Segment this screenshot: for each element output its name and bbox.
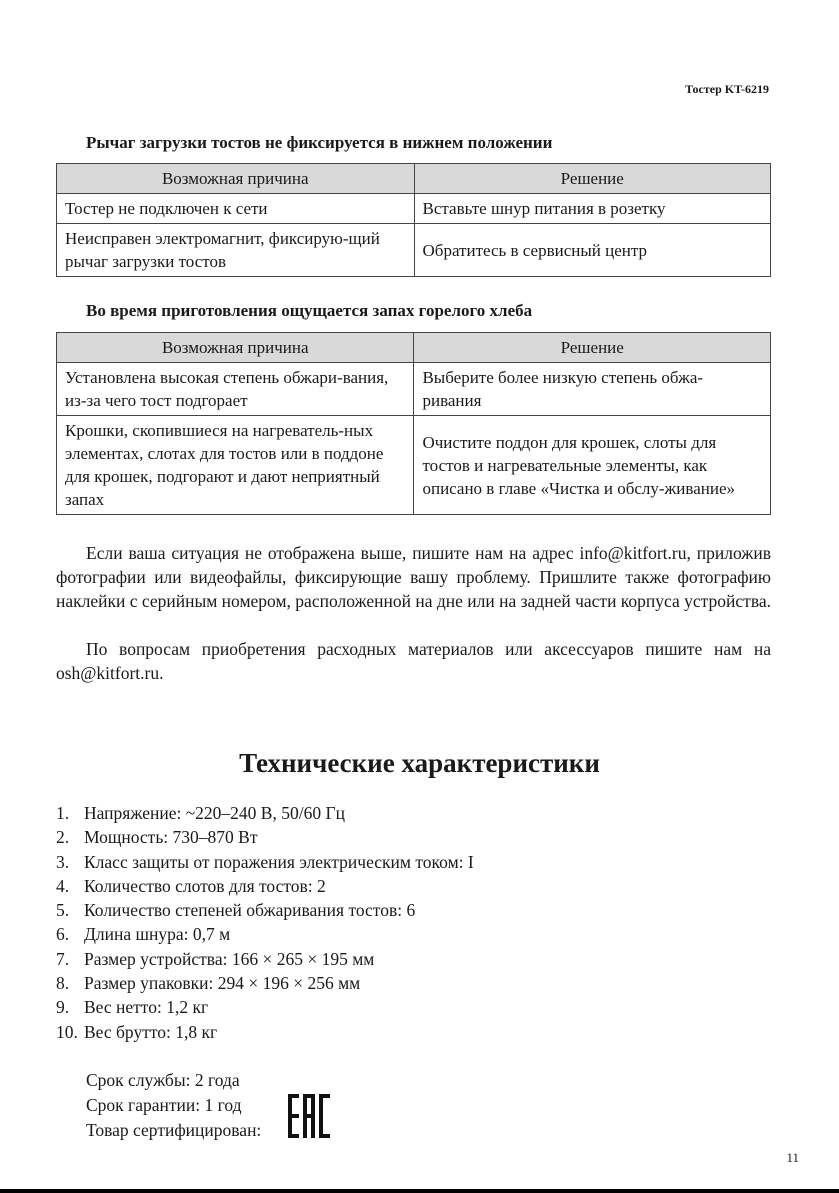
item-text: Количество слотов для тостов: 2 [84,875,326,896]
solution-cell: Выберите более низкую степень обжа-ривания [414,363,771,416]
item-text: Вес нетто: 1,2 кг [84,997,209,1018]
item-text: Размер упаковки: 294 × 196 × 256 мм [84,973,361,994]
section1-heading: Рычаг загрузки тостов не фиксируется в нижнем положении [86,133,553,152]
item-number: 8. [56,973,70,994]
column-header-solution: Решение [414,333,771,363]
solution-cell: Очистите поддон для крошек, слоты для тостов и нагревательные элементы, как описано в главе «Чистка и обслу-живание» [414,416,771,515]
page-number: 11 [786,1150,799,1165]
item-text: Длина шнура: 0,7 м [84,924,231,945]
item-number: 10. [56,1021,78,1042]
item-number: 3. [56,851,70,872]
item-number: 7. [56,948,70,969]
bottom-rule [0,1189,839,1193]
list-item [56,995,474,1019]
list-item [56,1020,474,1044]
specs-list [56,801,474,1044]
column-header-solution: Решение [414,164,770,194]
specs-title: Технические характеристики [239,748,600,778]
item-text: Размер устройства: 166 × 265 × 195 мм [84,948,375,969]
section1-table [56,163,771,277]
table-row [57,416,771,515]
cause-cell: Неисправен электромагнит, фиксирую-щий рычаг загрузки тостов [57,224,415,277]
solution-cell: Вставьте шнур питания в розетку [414,194,770,224]
item-number: 5. [56,900,70,921]
section2-heading: Во время приготовления ощущается запах горелого хлеба [86,301,533,320]
list-item [56,971,474,995]
item-number: 9. [56,997,70,1018]
item-text: Мощность: 730–870 Вт [84,827,258,848]
solution-cell: Обратитесь в сервисный центр [414,224,770,277]
eac-mark-icon [288,1094,330,1143]
column-header-cause: Возможная причина [57,164,415,194]
service-life: Срок службы: 2 года [86,1070,240,1090]
list-item [56,898,474,922]
table-header-row [57,333,771,363]
item-text: Количество степеней обжаривания тостов: 6 [84,900,416,921]
list-item [56,947,474,971]
table-row [57,194,771,224]
table-row [57,363,771,416]
item-text: Класс защиты от поражения электрическим током: I [84,851,474,872]
cause-cell: Тостер не подключен к сети [57,194,415,224]
list-item [56,825,474,849]
list-item [56,874,474,898]
item-number: 4. [56,875,70,896]
warranty-period: Срок гарантии: 1 год [86,1095,242,1115]
section2-table [56,332,771,515]
list-item [56,801,474,825]
item-number: 1. [56,803,70,823]
item-number: 2. [56,827,70,848]
contact-paragraph [56,541,771,613]
item-number: 6. [56,924,70,945]
list-item [56,922,474,946]
table-row [57,224,771,277]
product-header: Тостер KT-6219 [685,82,769,96]
accessories-text: По вопросам приобретения расходных материалов или аксессуаров пишите нам на osh@kitfort.ru. [56,639,771,683]
table-header-row [57,164,771,194]
list-item [56,850,474,874]
certification-label: Товар сертифицирован: [86,1120,262,1140]
accessories-paragraph [56,637,771,685]
contact-text: Если ваша ситуация не отображена выше, пишите нам на адрес info@kitfort.ru, приложив фотографии или видеофайлы, фиксирующие вашу проблему. Пришлите также фотографию наклейки с серийным номером, расположенной на дне или на задней части корпуса устройства. [56,543,771,611]
column-header-cause: Возможная причина [57,333,414,363]
item-text: Вес брутто: 1,8 кг [84,1021,218,1042]
cause-cell: Установлена высокая степень обжари-вания, из-за чего тост подгорает [57,363,414,416]
item-text: Напряжение: ~220–240 В, 50/60 Гц [84,803,345,823]
cause-cell: Крошки, скопившиеся на нагреватель-ных элементах, слотах для тостов или в поддоне для крошек, подгорают и дают неприятный запах [57,416,414,515]
